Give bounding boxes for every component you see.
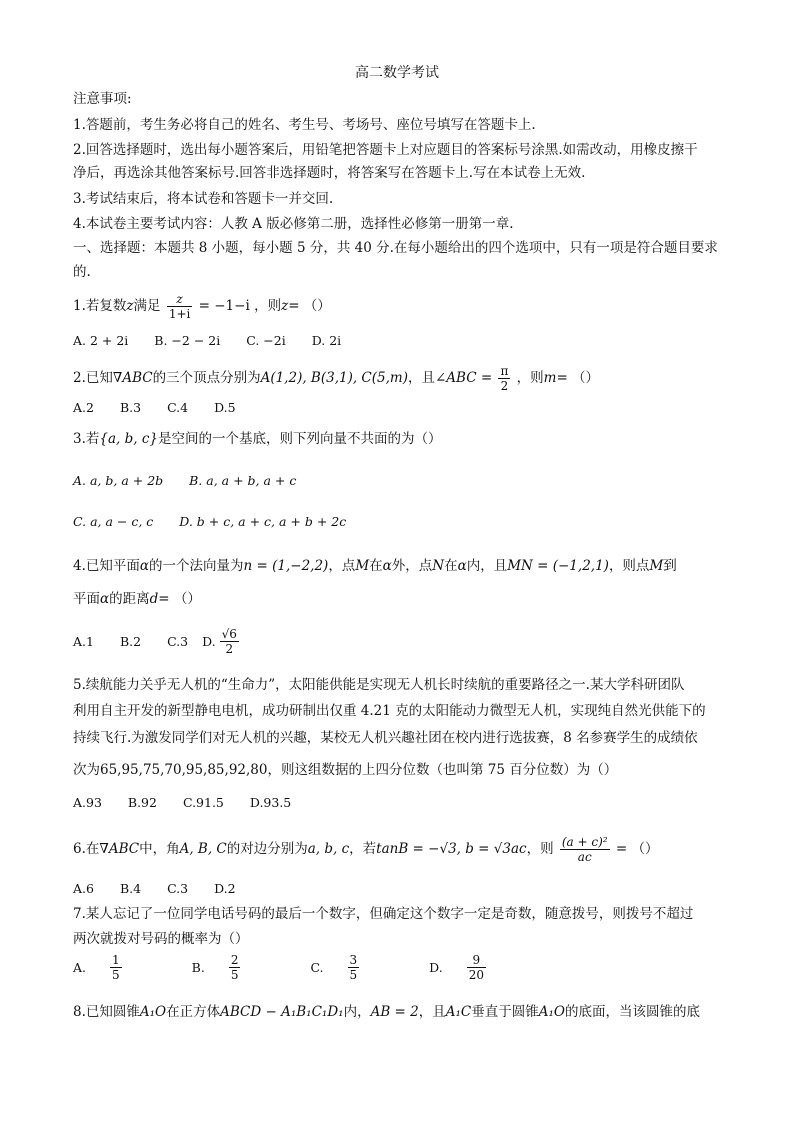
fraction: $\frac{z}{1+i}$ <box>168 292 191 321</box>
option-d-fraction: $\frac{√6}{2}$ <box>221 627 237 656</box>
section-heading-cont: 的. <box>73 264 91 280</box>
question-5-cont: 持续飞行.为激发同学们对无人机的兴趣，某校无人机兴趣社团在校内进行选拔赛，8 名参赛学生的成绩依 <box>73 730 698 746</box>
option-c: C.3 <box>167 634 189 649</box>
notice-item: 1.答题前，考生务必将自己的姓名、考生号、考场号、座位号填写在答题卡上. <box>73 117 536 133</box>
option-b: B. $\frac{2}{5}$ <box>191 953 239 982</box>
question-7-options <box>73 953 552 982</box>
question-2-options <box>73 400 258 415</box>
option-b: B.92 <box>127 795 157 810</box>
option-b: B. a, a + b, a + c <box>189 473 297 488</box>
option-b: B.2 <box>119 634 142 649</box>
option-a: A. $\frac{1}{5}$ <box>73 953 120 982</box>
option-d-label: D. <box>202 634 216 649</box>
option-d: D. 2i <box>311 333 342 348</box>
notice-item: 3.考试结束后，将本试卷和答题卡一并交回. <box>73 191 334 207</box>
option-b: B. −2 − 2i <box>154 333 221 348</box>
question-8: 8.已知圆锥A₁O在正方体ABCD − A₁B₁C₁D₁内，AB = 2，且A₁C垂直于圆锥A₁O的底面，当该圆锥的底 <box>73 1004 700 1020</box>
option-d: D.93.5 <box>249 795 292 810</box>
question-5-cont: 利用自主开发的新型静电电机，成功研制出仅重 4.21 克的太阳能动力微型无人机，实现纯自然光供能下的 <box>73 703 706 719</box>
option-d: D.2 <box>214 881 236 896</box>
question-7: 7.某人忘记了一位同学电话号码的最后一个数字，但确定这个数字一定是奇数，随意拨号，则拨号不超过 <box>73 906 694 922</box>
option-a: A.93 <box>73 795 102 810</box>
fraction: $\frac{\pi}{2}$ <box>500 364 509 393</box>
notice-heading: 注意事项: <box>73 91 132 107</box>
notice-item: 4.本试卷主要考试内容：人教 A 版必修第二册，选择性必修第一册第一章. <box>73 216 514 232</box>
option-b: B.3 <box>119 400 142 415</box>
option-a: A. 2 + 2i <box>73 333 129 348</box>
option-a: A.2 <box>73 400 94 415</box>
question-6: 6.在∇ABC中，角A, B, C的对边分别为a, b, c，若tanB = −√3, b = √3ac，则 $\frac{\text{(a + c)²}}{ac}$ = （） <box>73 835 659 864</box>
section-heading: 一、选择题：本题共 8 小题，每小题 5 分，共 40 分.在每小题给出的四个选项中，只有一项是符合题目要求 <box>73 240 718 256</box>
option-c: C.91.5 <box>182 795 224 810</box>
question-4-cont: 平面α的距离d= （） <box>73 591 201 607</box>
question-7-cont: 两次就拨对号码的概率为（） <box>73 931 249 947</box>
option-c: C. −2i <box>246 333 286 348</box>
question-3-options-row1 <box>73 473 318 488</box>
notice-item: 净后，再选涂其他答案标号.回答非选择题时，将答案写在答题卡上.写在本试卷上无效. <box>73 165 586 181</box>
question-1-options <box>73 333 363 348</box>
question-1: 1.若复数z满足 $\frac{z}{1+i}$ = −1−i ，则z= （） <box>73 292 331 321</box>
page-title: 高二数学考试 <box>355 65 439 81</box>
option-d: D.5 <box>214 400 236 415</box>
option-a: A.1 <box>73 634 94 649</box>
question-5-options <box>73 795 313 810</box>
notice-item: 2.回答选择题时，选出每小题答案后，用铅笔把答题卡上对应题目的答案标号涂黑.如需改动，用橡皮擦干 <box>73 142 698 158</box>
option-d: D. b + c, a + c, a + b + 2c <box>179 514 347 529</box>
option-b: B.4 <box>119 881 142 896</box>
fraction: $\frac{\text{(a + c)²}}{ac}$ <box>561 835 608 864</box>
question-2: 2.已知∇ABC的三个顶点分别为A(1,2), B(3,1), C(5,m)，且∠ABC = $\frac{\pi}{2}$ ，则m= （） <box>73 364 600 393</box>
option-c: C.3 <box>167 881 189 896</box>
question-4: 4.已知平面α的一个法向量为n = (1,−2,2)，点M在α外，点N在α内，且MN = (−1,2,1)，则点M到 <box>73 558 677 574</box>
question-3: 3.若{a, b, c}是空间的一个基底，则下列向量不共面的为（） <box>73 431 442 447</box>
question-4-options <box>73 627 261 656</box>
question-5-cont: 次为65,95,75,70,95,85,92,80，则这组数据的上四分位数（也叫第 75 百分位数）为（） <box>73 762 618 778</box>
option-d: D. $\frac{9}{20}$ <box>429 953 484 982</box>
option-c: C. $\frac{3}{5}$ <box>310 953 358 982</box>
question-6-options <box>73 881 258 896</box>
option-c: C.4 <box>167 400 189 415</box>
question-3-options-row2 <box>73 514 368 529</box>
option-c: C. a, a − c, c <box>73 514 154 529</box>
option-a: A.6 <box>73 881 94 896</box>
question-5: 5.续航能力关乎无人机的“生命力”，太阳能供能是实现无人机长时续航的重要路径之一.某大学科研团队 <box>73 677 685 693</box>
option-a: A. a, b, a + 2b <box>73 473 164 488</box>
